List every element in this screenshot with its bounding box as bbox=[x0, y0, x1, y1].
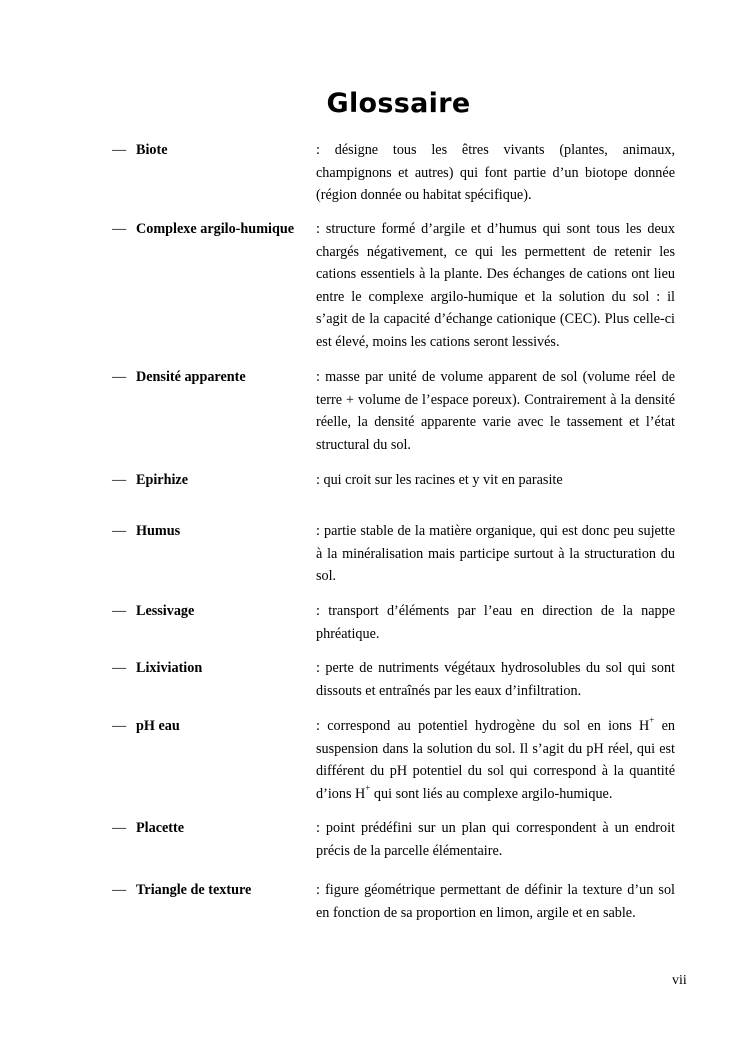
glossary-definition: : point prédéfini sur un plan qui correspondent à un endroit précis de la parcelle élémentaire. bbox=[316, 820, 675, 859]
page-title: Glossaire bbox=[326, 88, 471, 119]
definition-text: en suspension dans la solution du sol. Il s’agit du pH réel, qui est différent du pH potentiel du sol qui correspond à la quantité d’ions H bbox=[316, 718, 675, 802]
glossary-definition: : figure géométrique permettant de définir la texture d’un sol en fonction de sa proportion en limon, argile et en sable. bbox=[316, 882, 675, 921]
definition-text: : correspond au potentiel hydrogène du sol en ions H bbox=[316, 718, 650, 734]
list-dash: — bbox=[112, 142, 127, 158]
list-dash: — bbox=[112, 523, 127, 539]
superscript-charge: + bbox=[649, 715, 655, 726]
glossary-term: Densité apparente bbox=[136, 369, 246, 385]
glossary-definition: : transport d’éléments par l’eau en direction de la nappe phréatique. bbox=[316, 603, 675, 642]
list-dash: — bbox=[112, 603, 127, 619]
list-dash: — bbox=[112, 660, 127, 676]
glossary-term: Placette bbox=[136, 820, 185, 836]
glossary-definition: : désigne tous les êtres vivants (plantes, animaux, champignons et autres) qui font partie d’un biotope donnée (région donnée ou habitat spécifique). bbox=[316, 142, 675, 204]
list-dash: — bbox=[112, 718, 127, 734]
glossary-term: pH eau bbox=[136, 718, 180, 734]
glossary-term: Lixiviation bbox=[136, 660, 203, 676]
list-dash: — bbox=[112, 820, 127, 836]
superscript-charge: + bbox=[365, 783, 371, 794]
glossary-term: Triangle de texture bbox=[136, 882, 252, 898]
glossary-term: Complexe argilo-humique bbox=[136, 221, 295, 237]
list-dash: — bbox=[112, 472, 127, 488]
list-dash: — bbox=[112, 221, 127, 237]
list-dash: — bbox=[112, 882, 127, 898]
list-dash: — bbox=[112, 369, 127, 385]
glossary-definition: : qui croit sur les racines et y vit en parasite bbox=[316, 472, 563, 488]
glossary-term: Lessivage bbox=[136, 603, 195, 619]
glossary-definition: : partie stable de la matière organique, qui est donc peu sujette à la minéralisation mais participe surtout à la structuration du sol. bbox=[316, 523, 675, 585]
definition-text: qui sont liés au complexe argilo-humique. bbox=[370, 785, 613, 802]
glossary-definition: : masse par unité de volume apparent de sol (volume réel de terre + volume de l’espace poreux). Contrairement à la densité réelle, la densité apparente varie avec le tassement et l’état structural du sol. bbox=[316, 369, 675, 453]
page-number: vii bbox=[672, 973, 687, 988]
glossary-definition: : perte de nutriments végétaux hydrosolubles du sol qui sont dissouts et entraînés par les eaux d’infiltration. bbox=[316, 660, 675, 699]
glossary-term: Epirhize bbox=[136, 472, 189, 488]
glossary-term: Biote bbox=[136, 142, 168, 158]
glossary-definition: : structure formé d’argile et d’humus qui sont tous les deux chargés négativement, ce qui les permettent de retenir les cations essentiels à la plante. Des échanges de cations ont lieu entre le complexe argilo-humique et la solution du sol : il s’agit de la capacité d’échange cationique (CEC). Plus celle-ci est élevé, moins les cations seront lessivés. bbox=[316, 221, 675, 350]
glossary-term: Humus bbox=[136, 523, 181, 539]
glossary-definition bbox=[316, 715, 675, 805]
